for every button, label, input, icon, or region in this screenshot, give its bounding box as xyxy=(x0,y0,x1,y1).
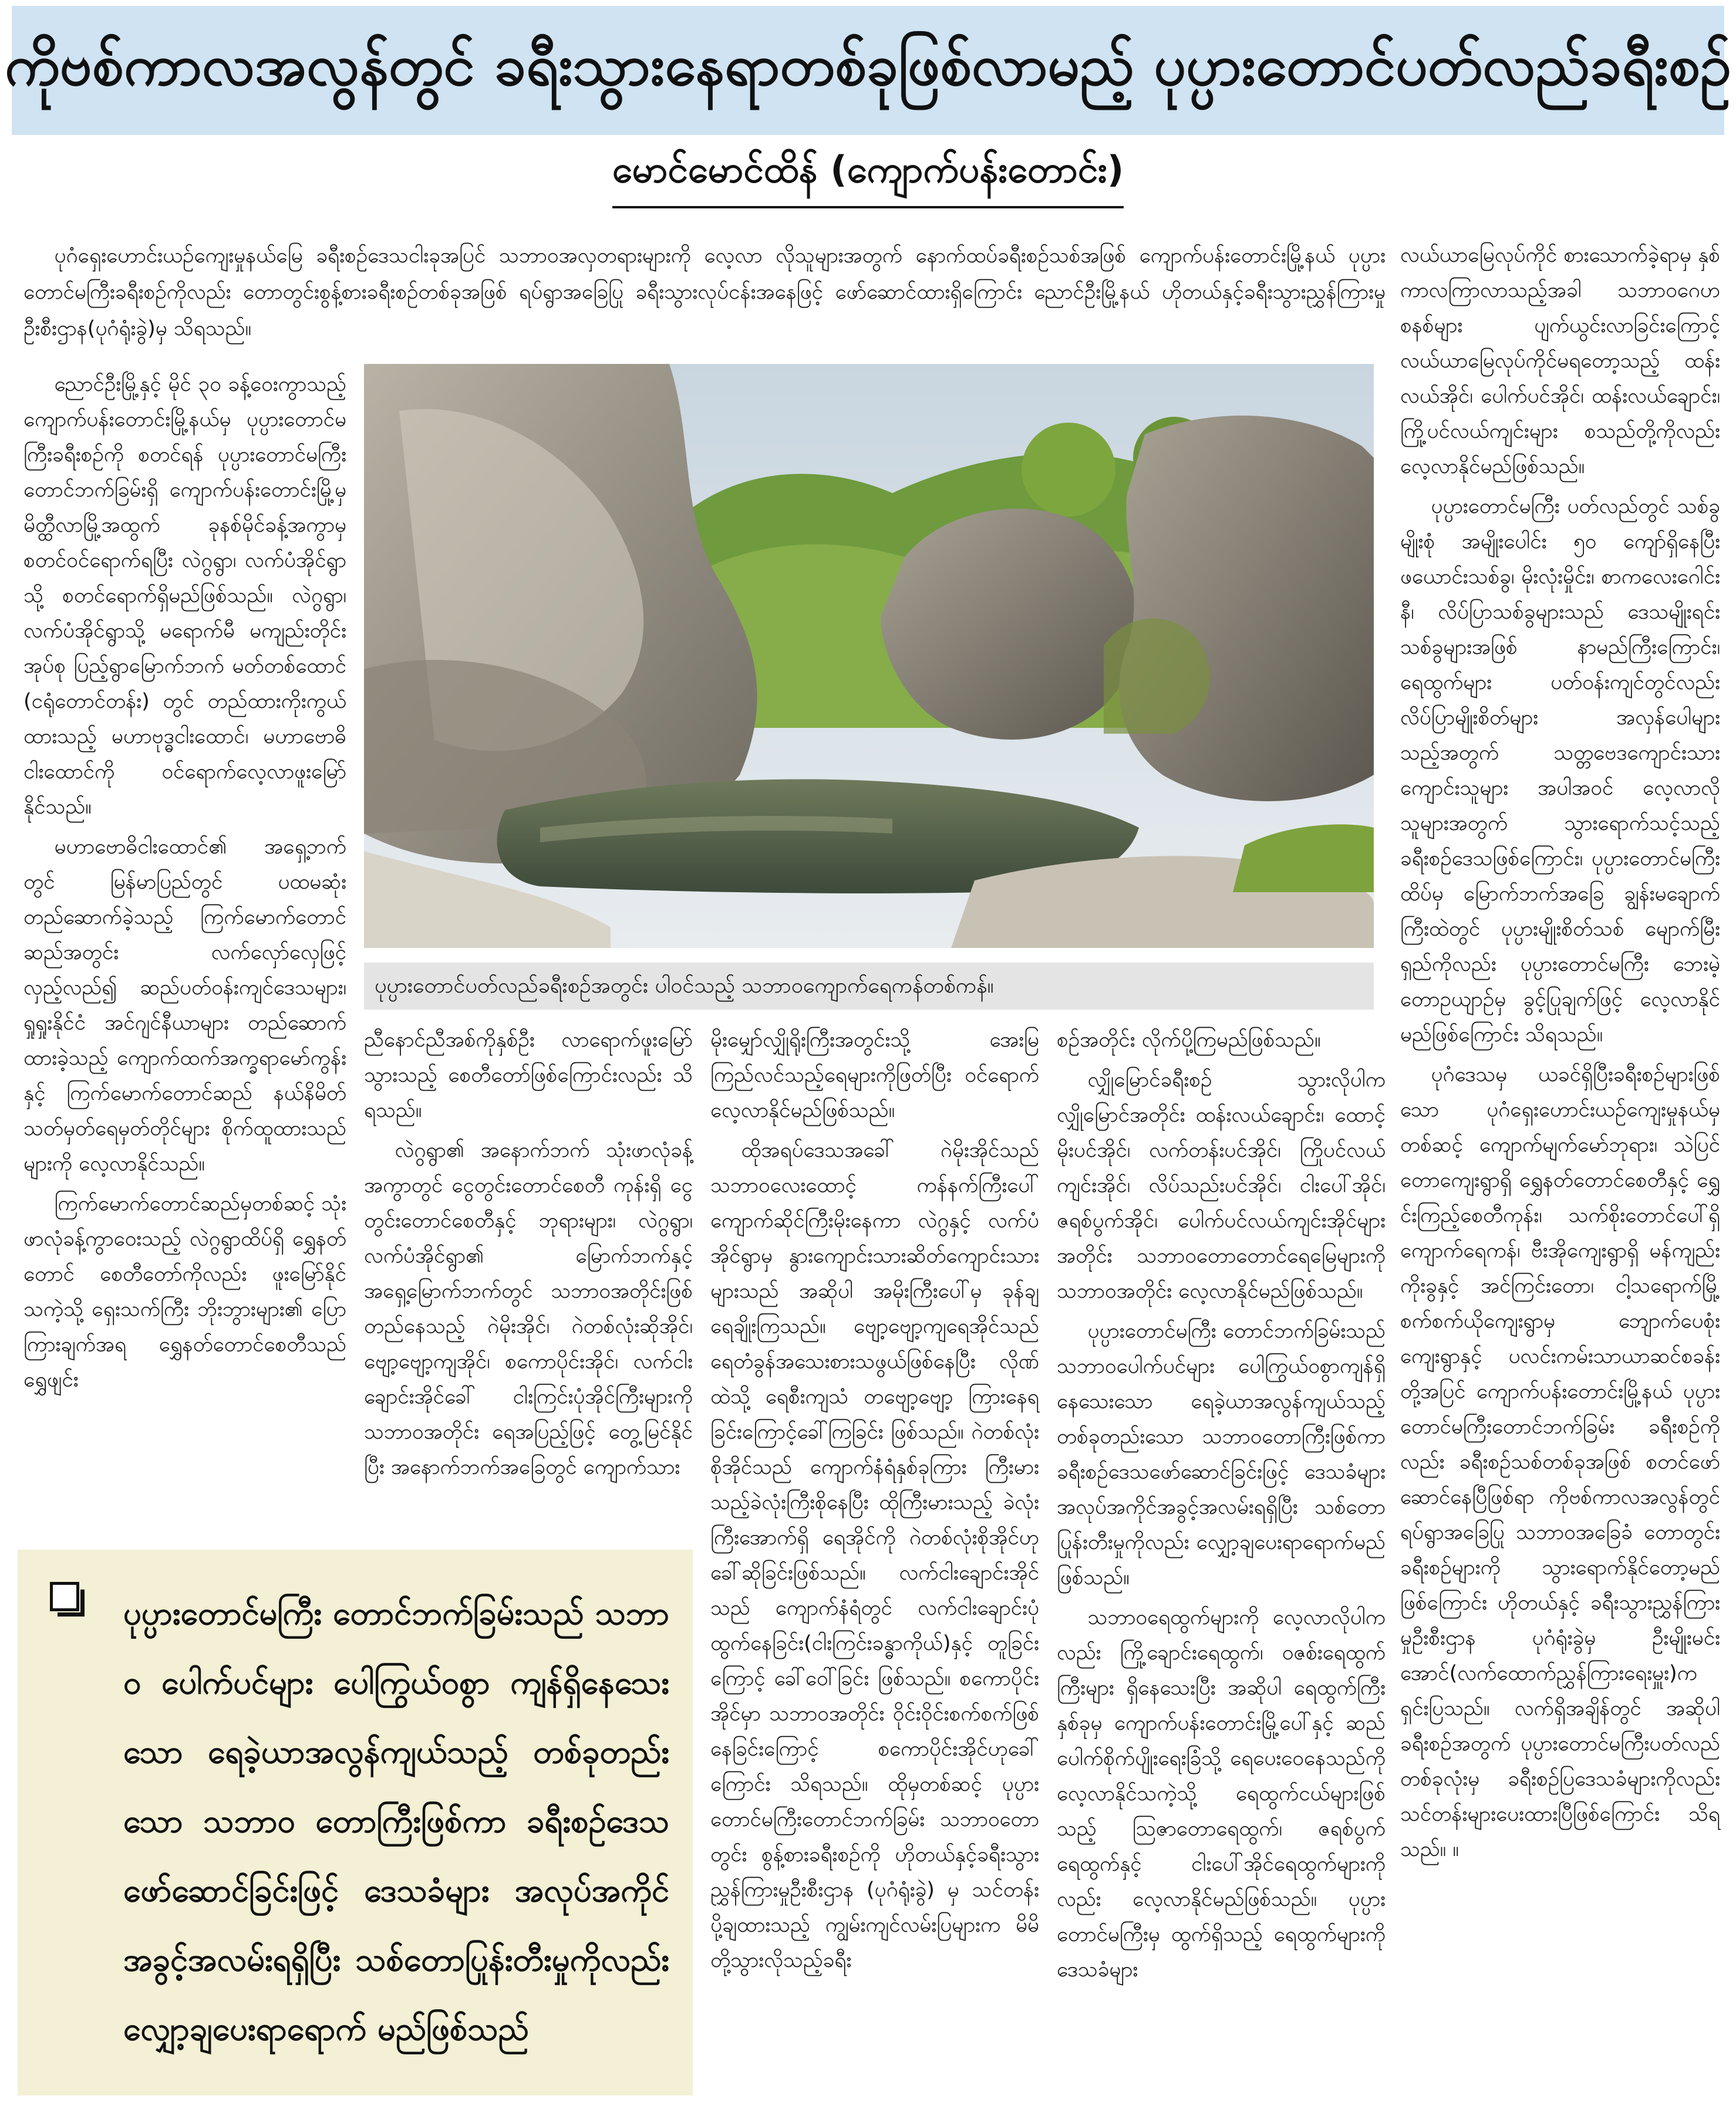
intro-paragraph xyxy=(23,238,1386,347)
intro-text: ပုဂံရှေးဟောင်းယဉ်ကျေးမှုနယ်မြေ ခရီးစဉ်ဒေသငါးခုအပြင် သဘာဝအလှတရားများကို လေ့လာ လိုသူများအတွက် နောက်ထပ်ခရီးစဉ်သစ်အဖြစ် ကျောက်ပန်းတောင်းမြို့နယ် ပုပ္ပားတောင်မကြီးခရီးစဉ်ကိုလည်း တောတွင်းစွန့်စားခရီးစဉ်တစ်ခုအဖြစ် ရပ်ရွာအခြေပြု ခရီးသွားလုပ်ငန်းအနေဖြင့် ဖော်ဆောင်ထားရှိကြောင်း ညောင်ဦးမြို့နယ် ဟိုတယ်နှင့်ခရီးသွားညွှန်ကြားမှုဦးစီးဌာန(ပုဂံရုံးခွဲ)မှ သိရသည်။ xyxy=(23,244,1386,340)
column-2 xyxy=(364,1023,693,1490)
column-paragraph: စဉ်အတိုင်း လိုက်ပို့ကြမည်ဖြစ်သည်။ xyxy=(1057,1028,1321,1052)
column-4 xyxy=(1057,1023,1386,1992)
headline: ကိုဗစ်ကာလအလွန်တွင် ခရီးသွားနေရာတစ်ခုဖြစ်လာမည့် ပုပ္ပားတောင်ပတ်လည်ခရီးစဉ် xyxy=(4,32,1732,98)
column-paragraph: မိုးမျှော်လျှိုရိုးကြီးအတွင်းသို့ အေးမြကြည်လင်သည့်ရေများကိုဖြတ်ပြီး ဝင်ရောက်လေ့လာနိုင်မည်ဖြစ်သည်။ xyxy=(710,1028,1039,1122)
column-paragraph: ပုပ္ပားတောင်မကြီး ပတ်လည်တွင် သစ်ခွမျိုးစုံ အမျိုးပေါင်း ၅၀ ကျော်ရှိနေပြီး ဖယောင်းသစ်ခွ၊ မိုးလုံးမှိုင်း၊ စာကလေးဂေါင်းနီ၊ လိပ်ပြာသစ်ခွများသည် ဒေသမျိုးရင်းသစ်ခွများအဖြစ် နာမည်ကြီးကြောင်း၊ ရေထွက်များ ပတ်ဝန်းကျင်တွင်လည်း လိပ်ပြာမျိုးစိတ်များ အလှန်ပေါများသည့်အတွက် သတ္တဗေဒကျောင်းသား ကျောင်းသူများ အပါအဝင် လေ့လာလိုသူများအတွက် သွားရောက်သင့်သည့် ခရီးစဉ်ဒေသဖြစ်ကြောင်း၊ ပုပ္ပားတောင်မကြီးထိပ်မှ မြောက်ဘက်အခြေ ချွန်းမချောက်ကြီးထဲတွင် ပုပ္ပားမျိုးစိတ်သစ် မျောက်မြီးရှည်ကိုလည်း ပုပ္ပားတောင်မကြီး ဘေးမဲ့တောဥယျာဉ်မှ ခွင့်ပြုချက်ဖြင့် လေ့လာနိုင်မည်ဖြစ်ကြောင်း သိရသည်။ xyxy=(1400,495,1720,1047)
checkbox-bullet-icon xyxy=(50,1582,79,1611)
column-paragraph: လဲဂွရွာ၏ အနောက်ဘက် သုံးဖာလုံခန့်အကွာတွင် ငွေတွင်းတောင်စေတီ ကုန်းရှိ ငွေတွင်းတောင်စေတီနှင့် ဘုရားများ၊ လဲဂွရွာ၊ လက်ပံအိုင်ရွာ၏ မြောက်ဘက်နှင့် အရှေ့မြောက်ဘက်တွင် သဘာဝအတိုင်းဖြစ်တည်နေသည့် ဂဲမိုးအိုင်၊ ဂဲတစ်လုံးဆိုအိုင်၊ ဗျော့ဗျော့ကျအိုင်၊ စကောပိုင်းအိုင်၊ လက်ငါးချောင်းအိုင်ခေါ် ငါးကြင်းပုံအိုင်ကြီးများကို သဘာဝအတိုင်း ရေအပြည့်ဖြင့် တွေ့မြင်နိုင်ပြီး အနောက်ဘက်အခြေတွင် ကျောက်သား xyxy=(364,1139,693,1479)
column-paragraph: ထိုအရပ်ဒေသအခေါ် ဂဲမိုးအိုင်သည် သဘာဝလေးထောင့် ကန်နက်ကြီးပေါ် ကျောက်ဆိုင်ကြီးမိုးနေကာ လဲဂွနှင့် လက်ပံအိုင်ရွာမှ နွားကျောင်းသားဆိတ်ကျောင်းသားများသည် အဆိုပါ အမိုးကြီးပေါ်မှ ခုန်ချရေချိုးကြသည်။ ဗျော့ဗျော့ကျရေအိုင်သည် ရေတံခွန်အသေးစားသဖွယ်ဖြစ်နေပြီး လိုဏ်ထဲသို့ ရေစီးကျသံ တဗျော့ဗျော့ ကြားနေရခြင်းကြောင့်ခေါ်ကြခြင်း ဖြစ်သည်။ ဂဲတစ်လုံးစိုအိုင်သည် ကျောက်နံရံနှစ်ခုကြား ကြီးမားသည့်ခဲလုံးကြီးစိုနေပြီး ထိုကြီးမားသည့် ခဲလုံးကြီးအောက်ရှိ ရေအိုင်ကို ဂဲတစ်လုံးစိုအိုင်ဟု ခေါ်ဆိုခြင်းဖြစ်သည်။ လက်ငါးချောင်းအိုင်သည် ကျောက်နံရံတွင် လက်ငါးချောင်းပုံထွက်နေခြင်း(ငါးကြင်းခန္ဓာကိုယ်)နှင့် တူခြင်းကြောင့် ခေါ်ဝေါ်ခြင်း ဖြစ်သည်။ စကောပိုင်းအိုင်မှာ သဘာဝအတိုင်း ဝိုင်းဝိုင်းစက်စက်ဖြစ်နေခြင်းကြောင့် စကောပိုင်းအိုင်ဟုခေါ်ကြောင်း သိရသည်။ ထိုမှတစ်ဆင့် ပုပ္ပားတောင်မကြီးတောင်ဘက်ခြမ်း သဘာဝတောတွင်း စွန့်စားခရီးစဉ်ကို ဟိုတယ်နှင့်ခရီးသွားညွှန်ကြားမှုဦးစီးဌာန (ပုဂံရုံးခွဲ) မှ သင်တန်းပို့ချထားသည့် ကျွမ်းကျင်လမ်းပြများက မိမိတို့သွားလိုသည့်ခရီး xyxy=(710,1139,1039,1972)
column-paragraph: ညီနောင်ညီအစ်ကိုနှစ်ဦး လာရောက်ဖူးမြော်သွားသည့် စေတီတော်ဖြစ်ကြောင်းလည်း သိရသည်။ xyxy=(364,1028,693,1122)
headline-band xyxy=(4,6,1732,135)
column-paragraph: ကြက်မောက်တောင်ဆည်မှတစ်ဆင့် သုံးဖာလုံခန့်ကွာဝေးသည့် လဲဂွရွာထိပ်ရှိ ရွှေနတ်တောင် စေတီတော်ကိုလည်း ဖူးမြော်နိုင်သကဲ့သို့ ရှေးသက်ကြီး ဘိုးဘွားများ၏ ပြောကြားချက်အရ ရွှေနတ်တောင်စေတီသည် ရွှေဖျင်း xyxy=(23,1192,346,1392)
byline-text: မောင်မောင်ထိန် (ကျောက်ပန်းတောင်း) xyxy=(612,147,1124,208)
column-paragraph: ပုဂံဒေသမှ ယခင်ရှိပြီးခရီးစဉ်များဖြစ်သော ပုဂံရှေးဟောင်းယဉ်ကျေးမှုနယ်မှတစ်ဆင့် ကျောက်မျက်မော်ဘုရား၊ သဲပြင်တောကျေးရွာရှိ ရွှေနတ်တောင်စေတီနှင့် ရွှေင်းကြည့်စေတီကုန်း၊ သက်စိုးတောင်ပေါ်ရှိ ကျောက်ရေကန်၊ ဗီးအိုကျေးရွာရှိ မန်ကျည်းကိုးခွနှင့် အင်ကြင်းတော၊ ငါ့သရောက်မြို့ စက်စက်ယိုကျေးရွာမှ ဘျောက်ပေစုံးကျေးရွာနှင့် ပလင်းကမ်းသာယာဆင်စခန်းတို့အပြင် ကျောက်ပန်းတောင်းမြို့နယ် ပုပ္ပားတောင်မကြီးတောင်ဘက်ခြမ်း ခရီးစဉ်ကိုလည်း ခရီးစဉ်သစ်တစ်ခုအဖြစ် စတင်ဖော်ဆောင်နေပြီဖြစ်ရာ ကိုဗစ်ကာလအလွန်တွင် ရပ်ရွာအခြေပြု သဘာဝအခြေခံ တောတွင်းခရီးစဉ်များကို သွားရောက်နိုင်တော့မည် ဖြစ်ကြောင်း ဟိုတယ်နှင့် ခရီးသွားညွှန်ကြားမှုဦးစီးဌာန ပုဂံရုံးခွဲမှ ဦးမျိုးမင်းအောင်(လက်ထောက်ညွှန်ကြားရေးမှူး)က ရှင်းပြသည်။ လက်ရှိအချိန်တွင် အဆိုပါခရီးစဉ်အတွက် ပုပ္ပားတောင်မကြီးပတ်လည် တစ်ခုလုံးမှ ခရီးစဉ်ပြဒေသခံများကိုလည်း သင်တန်းများပေးထားပြီဖြစ်ကြောင်း သိရသည်။ ။ xyxy=(1400,1063,1720,1861)
pull-quote-text: ပုပ္ပားတောင်မကြီး တောင်ဘက်ခြမ်းသည် သဘာဝ ပေါက်ပင်များ ပေါကြွယ်ဝစွာ ကျန်ရှိနေသေးသော ရေခဲ့ယာအလွန်ကျယ်သည့် တစ်ခုတည်းသော သဘာဝ တောကြီးဖြစ်ကာ ခရီးစဉ်ဒေသဖော်ဆောင်ခြင်းဖြင့် ဒေသခံများ အလုပ်အကိုင် အခွင့်အလမ်းရရှိပြီး သစ်တောပြုန်းတီးမှုကိုလည်း လျှော့ချပေးရာရောက် မည်ဖြစ်သည် xyxy=(123,1595,669,2047)
column-paragraph: ညောင်ဦးမြို့နှင့် မိုင် ၃၀ ခန့်ဝေးကွာသည့် ကျောက်ပန်းတောင်းမြို့နယ်မှ ပုပ္ပားတောင်မကြီးခရီးစဉ်ကို စတင်ရန် ပုပ္ပားတောင်မကြီး တောင်ဘက်ခြမ်းရှိ ကျောက်ပန်းတောင်းမြို့မှ မိတ္ထီလာမြို့အထွက် ခုနစ်မိုင်ခန့်အကွာမှ စတင်ဝင်ရောက်ရပြီး လဲဂွရွာ၊ လက်ပံအိုင်ရွာသို့ စတင်ရောက်ရှိမည်ဖြစ်သည်။ လဲဂွရွာ၊ လက်ပံအိုင်ရွာသို့ မရောက်မီ မကျည်းတိုင်းအုပ်စု ပြည့်ရွာမြောက်ဘက် မတ်တစ်ထောင် (ငရုံတောင်တန်း) တွင် တည်ထားကိုးကွယ်ထားသည့် မဟာဗုဒ္ဓငါးထောင်၊ မဟာဗောဓိငါးထောင်ကို ဝင်ရောက်လေ့လာဖူးမြော်နိုင်သည်။ xyxy=(23,373,346,819)
column-paragraph: လယ်ယာမြေလုပ်ကိုင် စားသောက်ခဲ့ရာမှ နှစ်ကာလကြာလာသည့်အခါ သဘာဝဂေဟစနစ်များ ပျက်ယွင်းလာခြင်းကြောင့် လယ်ယာမြေလုပ်ကိုင်မရတော့သည့် ထန်းလယ်အိုင်၊ ပေါက်ပင်အိုင်၊ ထန်းလယ်ချောင်း၊ ကြို့ပင်လယ်ကျင်းများ စသည်တို့ကိုလည်း လေ့လာနိုင်မည်ဖြစ်သည်။ xyxy=(1400,244,1720,478)
rock-pool-photo xyxy=(364,364,1374,948)
pull-quote-box xyxy=(18,1550,693,2095)
article-photo xyxy=(364,364,1374,948)
column-1 xyxy=(23,367,346,1402)
column-3 xyxy=(710,1023,1039,1983)
photo-caption: ပုပ္ပားတောင်ပတ်လည်ခရီးစဉ်အတွင်း ပါဝင်သည့် သဘာဝကျောက်ရေကန်တစ်ကန်။ xyxy=(364,963,1374,1010)
byline xyxy=(0,147,1736,208)
column-paragraph: မဟာဗောဓိငါးထောင်၏ အရှေ့ဘက်တွင် မြန်မာပြည်တွင် ပထမဆုံးတည်ဆောက်ခဲ့သည့် ကြက်မောက်တောင်ဆည်အတွင်း လက်လှော်လှေဖြင့် လှည့်လည်၍ ဆည်ပတ်ဝန်းကျင်ဒေသများ၊ ရှုရှုးနိုင်ငံ အင်ဂျင်နီယာများ တည်ဆောက်ထားခဲ့သည့် ကျောက်ထက်အက္ခရာမော်ကွန်းနှင့် ကြက်မောက်တောင်ဆည် နယ်နိမိတ်သတ်မှတ်ရေမှတ်တိုင်များ စိုက်ထူထားသည်များကို လေ့လာနိုင်သည်။ xyxy=(23,835,346,1176)
column-paragraph: သဘာဝရေထွက်များကို လေ့လာလိုပါကလည်း ကြို့ချောင်းရေထွက်၊ ဝဇစ်းရေထွက်ကြီးများ ရှိနေသေးပြီး အဆိုပါ ရေထွက်ကြီးနှစ်ခုမှ ကျောက်ပန်းတောင်းမြို့ပေါ်နှင့် ဆည်ပေါက်စိုက်ပျိုးရေးခြံသို့ ရေပေးဝေနေသည်ကိုလေ့လာနိုင်သကဲ့သို့ ရေထွက်ငယ်များဖြစ်သည့် ဩဇာတောရေထွက်၊ ဇရစ်ပွက်ရေထွက်နှင့် ငါးပေါ်အိုင်ရေထွက်များကိုလည်း လေ့လာနိုင်မည်ဖြစ်သည်။ ပုပ္ပားတောင်မကြီးမှ ထွက်ရှိသည့် ရေထွက်များကို ဒေသခံများ xyxy=(1057,1606,1386,1982)
column-paragraph: လျှိုမြောင်ခရီးစဉ် သွားလိုပါက လျှိုမြောင်အတိုင်း ထန်းလယ်ချောင်း၊ ထောင့်မိုးပင်အိုင်၊ လက်တန်းပင်အိုင်၊ ကြိုပင်လယ်ကျင်းအိုင်၊ လိပ်သည်းပင်အိုင်၊ ငါးပေါ်အိုင်၊ ဇရစ်ပွက်အိုင်၊ ပေါက်ပင်လယ်ကျင်းအိုင်များအတိုင်း သဘာဝတောတောင်ရေမြေများကို သဘာဝအတိုင်း လေ့လာနိုင်မည်ဖြစ်သည်။ xyxy=(1057,1068,1386,1303)
column-5 xyxy=(1400,238,1720,1872)
column-paragraph: ပုပ္ပားတောင်မကြီး တောင်ဘက်ခြမ်းသည် သဘာဝပေါက်ပင်များ ပေါကြွယ်ဝစွာကျန်ရှိနေသေးသော ရေခဲ့ယာအလွန်ကျယ်သည့် တစ်ခုတည်းသော သဘာဝတောကြီးဖြစ်ကာ ခရီးစဉ်ဒေသဖော်ဆောင်ခြင်းဖြင့် ဒေသခံများ အလုပ်အကိုင်အခွင့်အလမ်းရရှိပြီး သစ်တောပြုန်းတီးမှုကိုလည်း လျှော့ချပေးရာရောက်မည်ဖြစ်သည်။ xyxy=(1057,1320,1386,1590)
